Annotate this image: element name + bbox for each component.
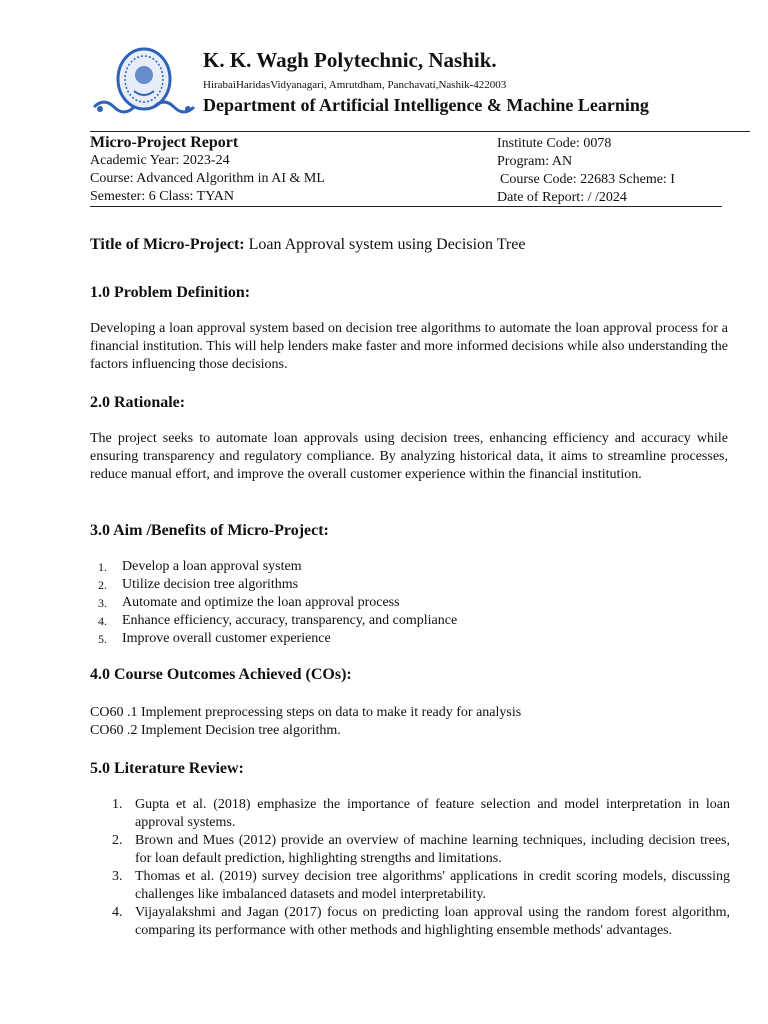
list-item: 3. Thomas et al. (2019) survey decision tree algorithms' applications in credit scoring models, discussing challenges like imbalanced datasets and model interpretability. bbox=[112, 869, 730, 902]
semester-class: Semester: 6 Class: TYAN bbox=[90, 189, 235, 204]
date-of-report: Date of Report: / /2024 bbox=[497, 190, 627, 205]
aim-heading: 3.0 Aim /Benefits of Micro-Project: bbox=[90, 522, 329, 539]
project-title-label: Title of Micro-Project: bbox=[90, 236, 245, 253]
list-item: 3. Automate and optimize the loan approval process bbox=[98, 595, 400, 610]
report-type: Micro-Project Report bbox=[90, 134, 239, 151]
institute-logo bbox=[90, 47, 198, 123]
meta-rule bbox=[90, 206, 722, 207]
department-name: Department of Artificial Intelligence & Machine Learning bbox=[203, 95, 649, 115]
course-outcome-1: CO60 .1 Implement preprocessing steps on data to make it ready for analysis bbox=[90, 705, 522, 720]
literature-heading: 5.0 Literature Review: bbox=[90, 760, 244, 777]
list-item: 1. Develop a loan approval system bbox=[98, 559, 302, 574]
project-title bbox=[90, 236, 525, 254]
aim-list bbox=[90, 558, 730, 648]
problem-text: Developing a loan approval system based on decision tree algorithms to automate the loan approval process for a financial institution. This will help lenders make faster and more informed decisions while also understanding the factors influencing those decisions. bbox=[90, 321, 728, 372]
academic-year: Academic Year: 2023-24 bbox=[90, 153, 230, 168]
literature-list bbox=[90, 796, 730, 940]
header-rule bbox=[90, 131, 750, 132]
list-item: 5. Improve overall customer experience bbox=[98, 631, 331, 646]
rationale-text: The project seeks to automate loan approvals using decision trees, enhancing efficiency and accuracy while ensuring transparency and regulatory compliance. By analyzing historical data, it aims to streamline processes, reduce manual effort, and improve the overall customer experience within the financial institution. bbox=[90, 431, 728, 482]
list-item: 2. Brown and Mues (2012) provide an overview of machine learning techniques, including decision trees, for loan default prediction, highlighting strengths and limitations. bbox=[112, 833, 730, 866]
meta-left bbox=[90, 134, 325, 206]
problem-heading: 1.0 Problem Definition: bbox=[90, 284, 251, 301]
meta-right bbox=[497, 135, 675, 207]
institute-code: Institute Code: 0078 bbox=[497, 136, 612, 151]
course-code-scheme: Course Code: 22683 Scheme: I bbox=[500, 172, 675, 187]
list-item: 4. Vijayalakshmi and Jagan (2017) focus on predicting loan approval using the random forest algorithm, comparing its performance with other methods and highlighting ensemble methods' advantages. bbox=[112, 905, 730, 938]
course-name: Course: Advanced Algorithm in AI & ML bbox=[90, 171, 325, 186]
course-outcome-2: CO60 .2 Implement Decision tree algorithm. bbox=[90, 723, 341, 738]
institute-address: HirabaiHaridasVidyanagari, Amrutdham, Panchavati,Nashik-422003 bbox=[203, 79, 507, 91]
list-item: 2. Utilize decision tree algorithms bbox=[98, 577, 299, 592]
institute-name: K. K. Wagh Polytechnic, Nashik. bbox=[203, 48, 497, 72]
list-item: 4. Enhance efficiency, accuracy, transparency, and compliance bbox=[98, 613, 458, 628]
rationale-heading: 2.0 Rationale: bbox=[90, 394, 186, 411]
project-title-value: Loan Approval system using Decision Tree bbox=[248, 236, 526, 253]
outcomes-heading: 4.0 Course Outcomes Achieved (COs): bbox=[90, 666, 352, 683]
list-item: 1. Gupta et al. (2018) emphasize the importance of feature selection and model interpretation in loan approval systems. bbox=[112, 797, 730, 830]
program: Program: AN bbox=[497, 154, 573, 169]
